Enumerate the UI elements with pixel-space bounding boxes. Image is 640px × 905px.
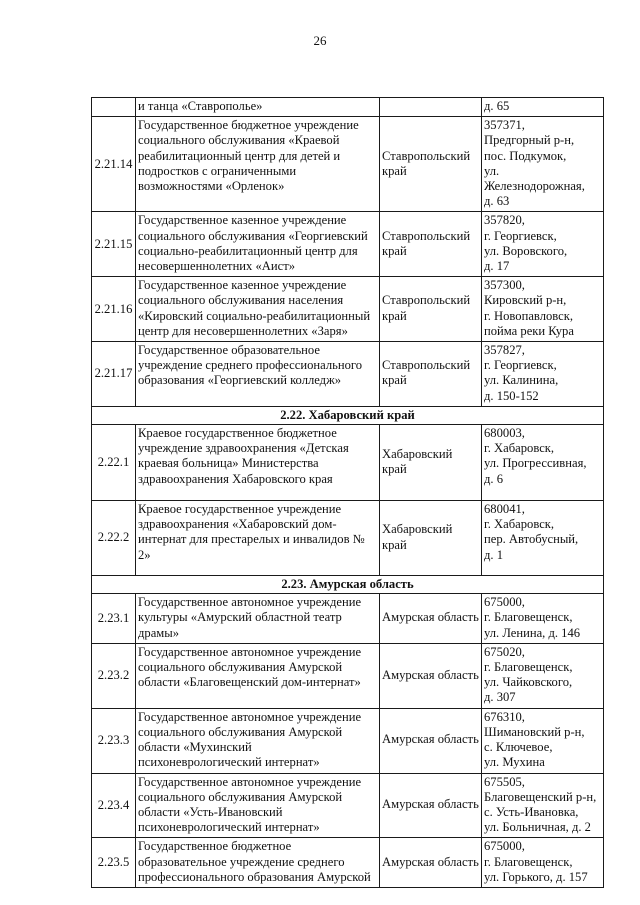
table-row [92, 277, 604, 342]
institution-name: Краевое государственное бюджетное учреждение здравоохранения «Детская краевая больница» Министерства здравоохранения Хабаровского края [136, 425, 380, 501]
region-name: Ставропольский край [380, 212, 482, 277]
row-number: 2.23.1 [92, 594, 136, 644]
institutions-table [91, 97, 604, 888]
table-body [92, 98, 604, 888]
postal-address: 675000, г. Благовещенск, ул. Горького, д. 157 [482, 838, 604, 888]
row-number: 2.23.2 [92, 643, 136, 708]
postal-address: 357371, Предгорный р-н, пос. Подкумок, ул. Железнодорожная, д. 63 [482, 117, 604, 212]
postal-address: 357820, г. Георгиевск, ул. Воровского, д. 17 [482, 212, 604, 277]
institution-name: и танца «Ставрополье» [136, 98, 380, 117]
institution-name: Государственное автономное учреждение культуры «Амурский областной театр драмы» [136, 594, 380, 644]
postal-address: 357827, г. Георгиевск, ул. Калинина, д. 150-152 [482, 342, 604, 407]
postal-address: 675505, Благовещенский р-н, с. Усть-Ивановка, ул. Больничная, д. 2 [482, 773, 604, 838]
section-header-row [92, 576, 604, 594]
page-number: 26 [313, 33, 327, 48]
institution-name: Государственное автономное учреждение социального обслуживания Амурской области «Усть-Ивановский психоневрологический интернат» [136, 773, 380, 838]
row-number: 2.22.2 [92, 501, 136, 576]
postal-address: 675000, г. Благовещенск, ул. Ленина, д. 146 [482, 594, 604, 644]
row-number [92, 98, 136, 117]
region-name: Хабаровский край [380, 501, 482, 576]
table-row [92, 98, 604, 117]
row-number: 2.21.15 [92, 212, 136, 277]
postal-address: д. 65 [482, 98, 604, 117]
table-row [92, 425, 604, 501]
postal-address: 680041, г. Хабаровск, пер. Автобусный, д. 1 [482, 501, 604, 576]
table-row [92, 838, 604, 888]
institution-name: Государственное бюджетное учреждение социального обслуживания «Краевой реабилитационный центр для детей и подростков с ограниченными возможностями «Орленок» [136, 117, 380, 212]
row-number: 2.22.1 [92, 425, 136, 501]
region-name: Амурская область [380, 773, 482, 838]
region-name: Хабаровский край [380, 425, 482, 501]
table-row [92, 342, 604, 407]
postal-address: 357300, Кировский р-н, г. Новопавловск, пойма реки Кура [482, 277, 604, 342]
row-number: 2.21.16 [92, 277, 136, 342]
institution-name: Государственное казенное учреждение социального обслуживания населения «Кировский социально-реабилитационный центр для несовершеннолетних «Заря» [136, 277, 380, 342]
institution-name: Государственное бюджетное образовательное учреждение среднего профессионального образования Амурской [136, 838, 380, 888]
region-name: Амурская область [380, 643, 482, 708]
table-row [92, 212, 604, 277]
table-row [92, 773, 604, 838]
table-row [92, 117, 604, 212]
region-name: Амурская область [380, 838, 482, 888]
section-header-row [92, 406, 604, 424]
row-number: 2.23.3 [92, 708, 136, 773]
section-title: 2.23. Амурская область [92, 576, 604, 594]
institution-name: Государственное автономное учреждение социального обслуживания Амурской области «Мухинский психоневрологический интернат» [136, 708, 380, 773]
institution-name: Краевое государственное учреждение здравоохранения «Хабаровский дом-интернат для престарелых и инвалидов № 2» [136, 501, 380, 576]
region-name: Ставропольский край [380, 117, 482, 212]
table-row [92, 501, 604, 576]
section-title: 2.22. Хабаровский край [92, 406, 604, 424]
region-name: Амурская область [380, 594, 482, 644]
table-row [92, 708, 604, 773]
postal-address: 675020, г. Благовещенск, ул. Чайковского, д. 307 [482, 643, 604, 708]
institution-name: Государственное образовательное учреждение среднего профессионального образования «Георгиевский колледж» [136, 342, 380, 407]
institution-name: Государственное казенное учреждение социального обслуживания «Георгиевский социально-реабилитационный центр для несовершеннолетних «Аист» [136, 212, 380, 277]
region-name [380, 98, 482, 117]
postal-address: 680003, г. Хабаровск, ул. Прогрессивная, д. 6 [482, 425, 604, 501]
institution-name: Государственное автономное учреждение социального обслуживания Амурской области «Благовещенский дом-интернат» [136, 643, 380, 708]
region-name: Ставропольский край [380, 277, 482, 342]
row-number: 2.23.5 [92, 838, 136, 888]
table-row [92, 594, 604, 644]
row-number: 2.21.14 [92, 117, 136, 212]
region-name: Амурская область [380, 708, 482, 773]
region-name: Ставропольский край [380, 342, 482, 407]
postal-address: 676310, Шимановский р-н, с. Ключевое, ул. Мухина [482, 708, 604, 773]
row-number: 2.23.4 [92, 773, 136, 838]
row-number: 2.21.17 [92, 342, 136, 407]
table-row [92, 643, 604, 708]
